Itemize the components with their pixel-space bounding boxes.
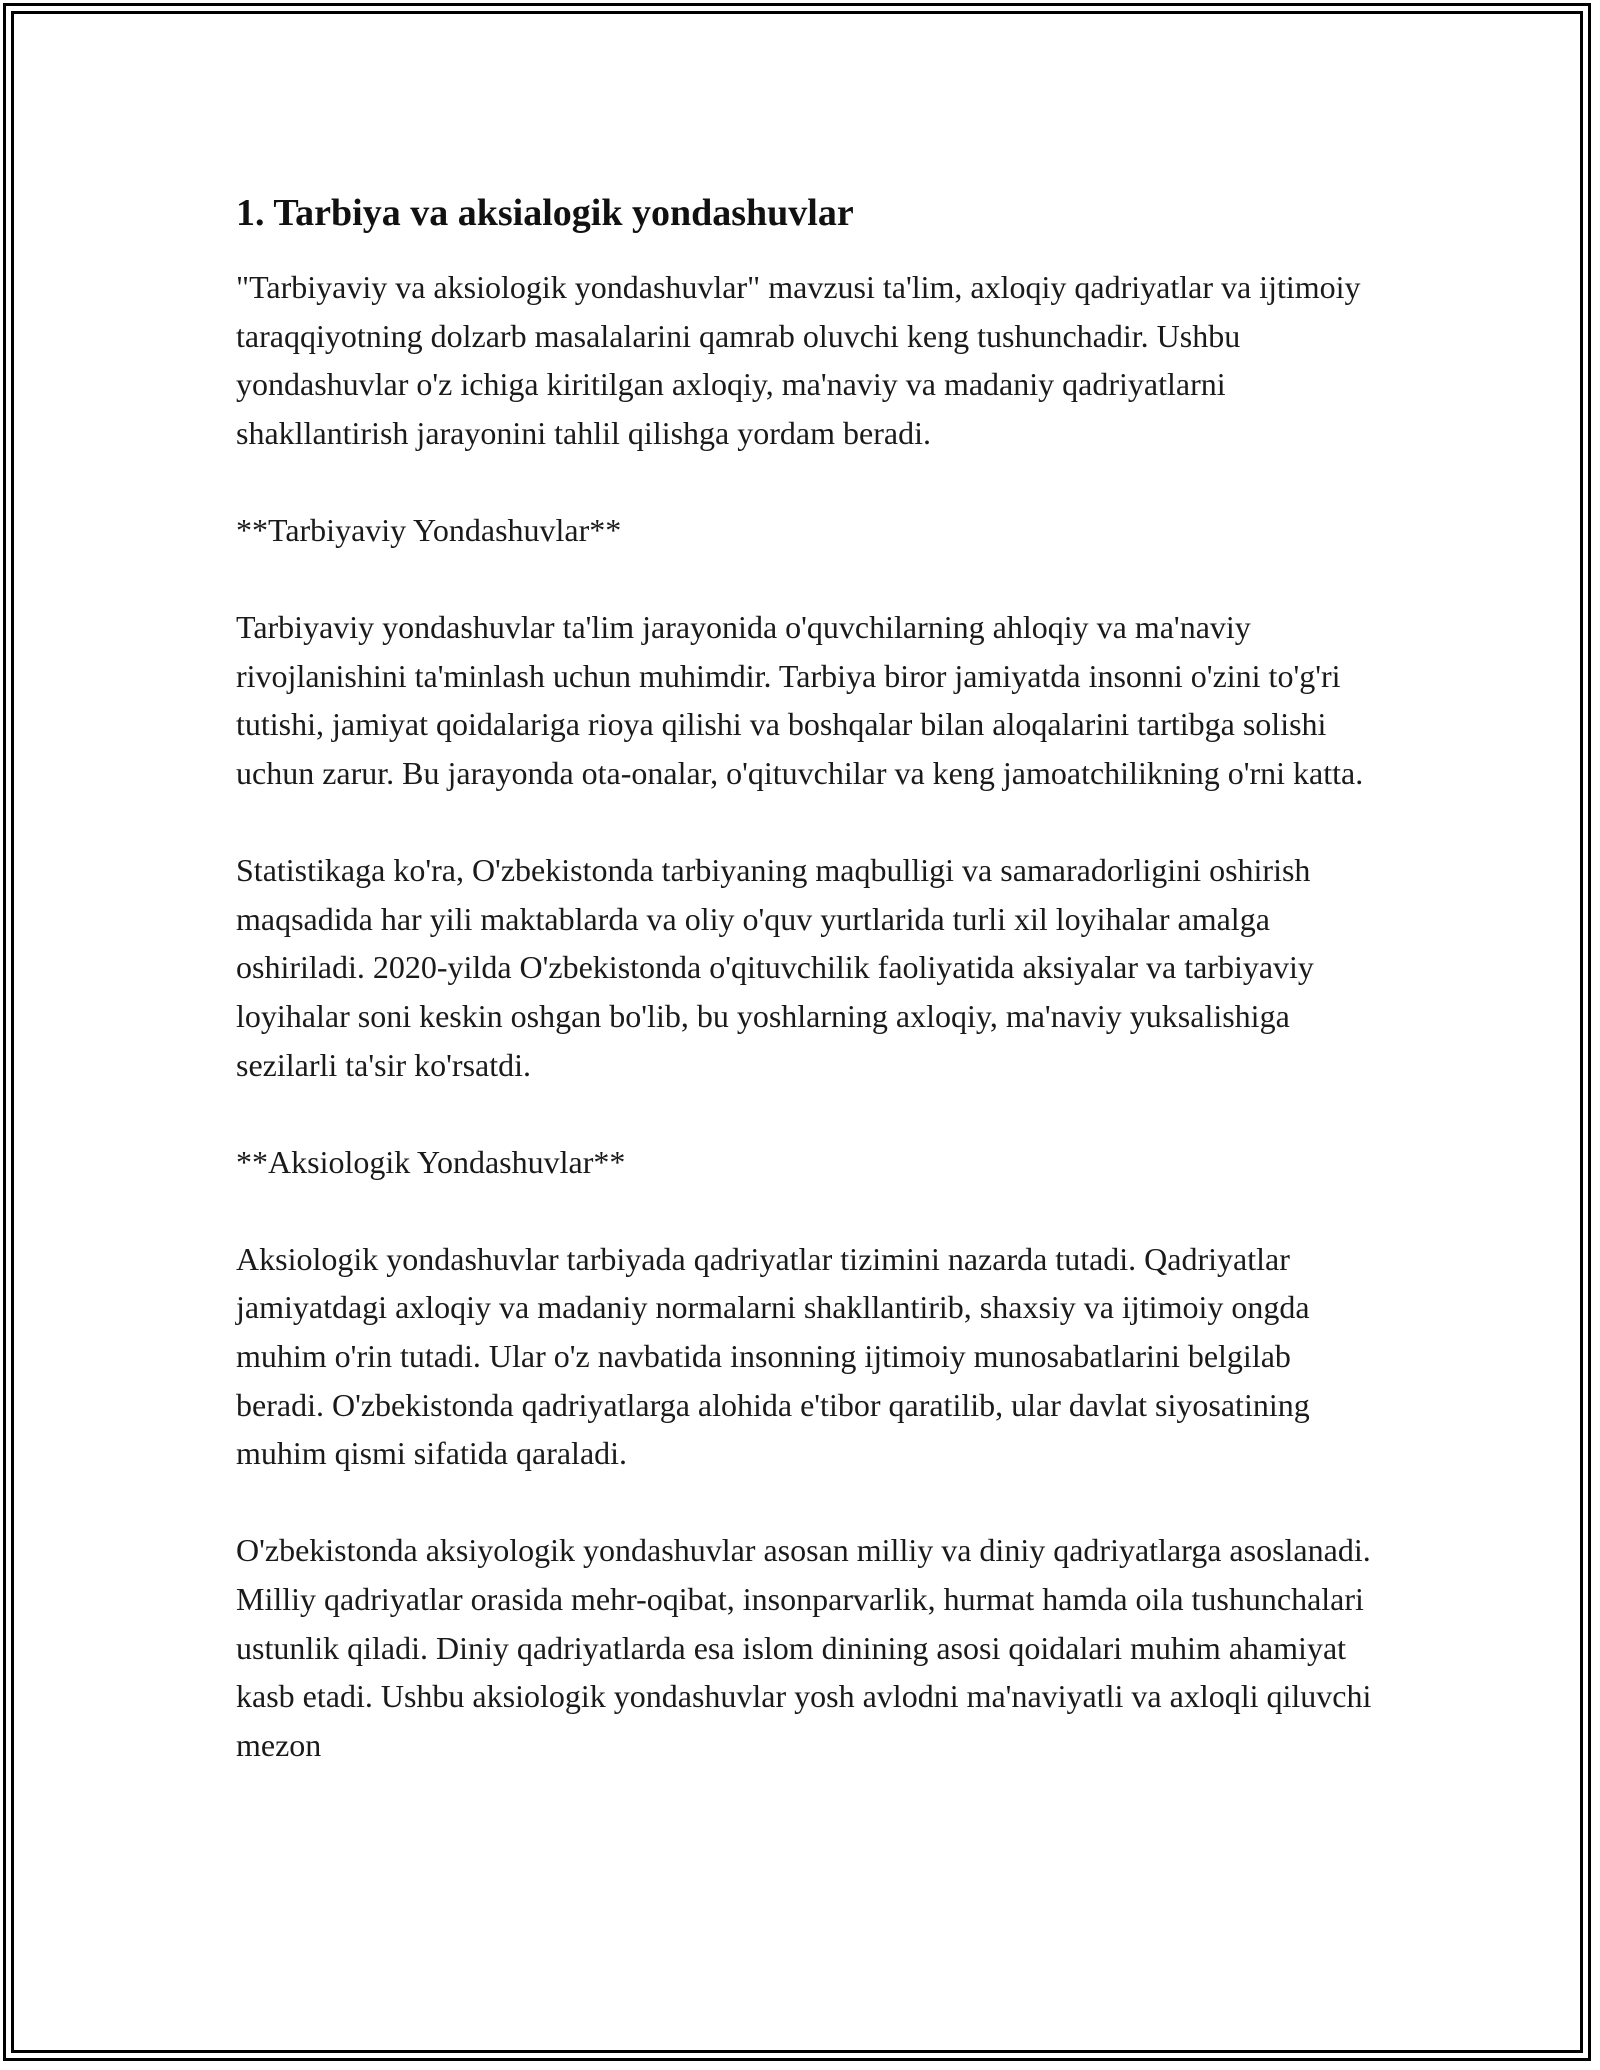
subheading-aksiologik: **Aksiologik Yondashuvlar** bbox=[236, 1143, 626, 1180]
statistics-paragraph: Statistikaga ko'ra, O'zbekistonda tarbiyaning maqbulligi va samaradorligini oshirish maqsadida har yili maktablarda va oliy o'quv yurtlarida turli xil loyihalar amalga oshiriladi. 2020-yilda O'zbekistonda o'qituvchilik faoliyatida aksiyalar va tarbiyaviy loyihalar soni keskin oshgan bo'lib, bu yoshlarning axloqiy, ma'naviy yuksalishiga sezilarli ta'sir ko'rsatdi. bbox=[236, 852, 1314, 1083]
document-title: 1. Tarbiya va aksialogik yondashuvlar bbox=[236, 192, 854, 234]
values-paragraph: O'zbekistonda aksiyologik yondashuvlar asosan milliy va diniy qadriyatlarga asoslanadi. Milliy qadriyatlar orasida mehr-oqibat, insonparvarlik, hurmat hamda oila tushunchalari ustunlik qiladi. Diniy qadriyatlarda esa islom dinining asosi qoidalari muhim ahamiyat kasb etadi. Ushbu aksiologik yondashuvlar yosh avlodni ma'naviyatli va axloqli qiluvchi mezon bbox=[236, 1532, 1372, 1763]
aksiologik-paragraph: Aksiologik yondashuvlar tarbiyada qadriyatlar tizimini nazarda tutadi. Qadriyatlar jamiyatdagi axloqiy va madaniy normalarni shakllantirib, shaxsiy va ijtimoiy ongda muhim o'rin tutadi. Ular o'z navbatida insonning ijtimoiy munosabatlarini belgilab beradi. O'zbekistonda qadriyatlarga alohida e'tibor qaratilib, ular davlat siyosatining muhim qismi sifatida qaraladi. bbox=[236, 1240, 1310, 1472]
subheading-tarbiyaviy: **Tarbiyaviy Yondashuvlar** bbox=[236, 511, 622, 548]
intro-paragraph: "Tarbiyaviy va aksiologik yondashuvlar" mavzusi ta'lim, axloqiy qadriyatlar va ijtimoiy taraqqiyotning dolzarb masalalarini qamrab oluvchi keng tushunchadir. Ushbu yondashuvlar o'z ichiga kiritilgan axloqiy, ma'naviy va madaniy qadriyatlarni shakllantirish jarayonini tahlil qilishga yordam beradi. bbox=[236, 269, 1361, 451]
document-body bbox=[236, 185, 1386, 1769]
tarbiyaviy-paragraph: Tarbiyaviy yondashuvlar ta'lim jarayonida o'quvchilarning ahloqiy va ma'naviy rivojlanishini ta'minlash uchun muhimdir. Tarbiya biror jamiyatda insonni o'zini to'g'ri tutishi, jamiyat qoidalariga rioya qilishi va boshqalar bilan aloqalarini tartibga solishi uchun zarur. Bu jarayonda ota-onalar, o'qituvchilar va keng jamoatchilikning o'rni katta. bbox=[236, 609, 1364, 791]
